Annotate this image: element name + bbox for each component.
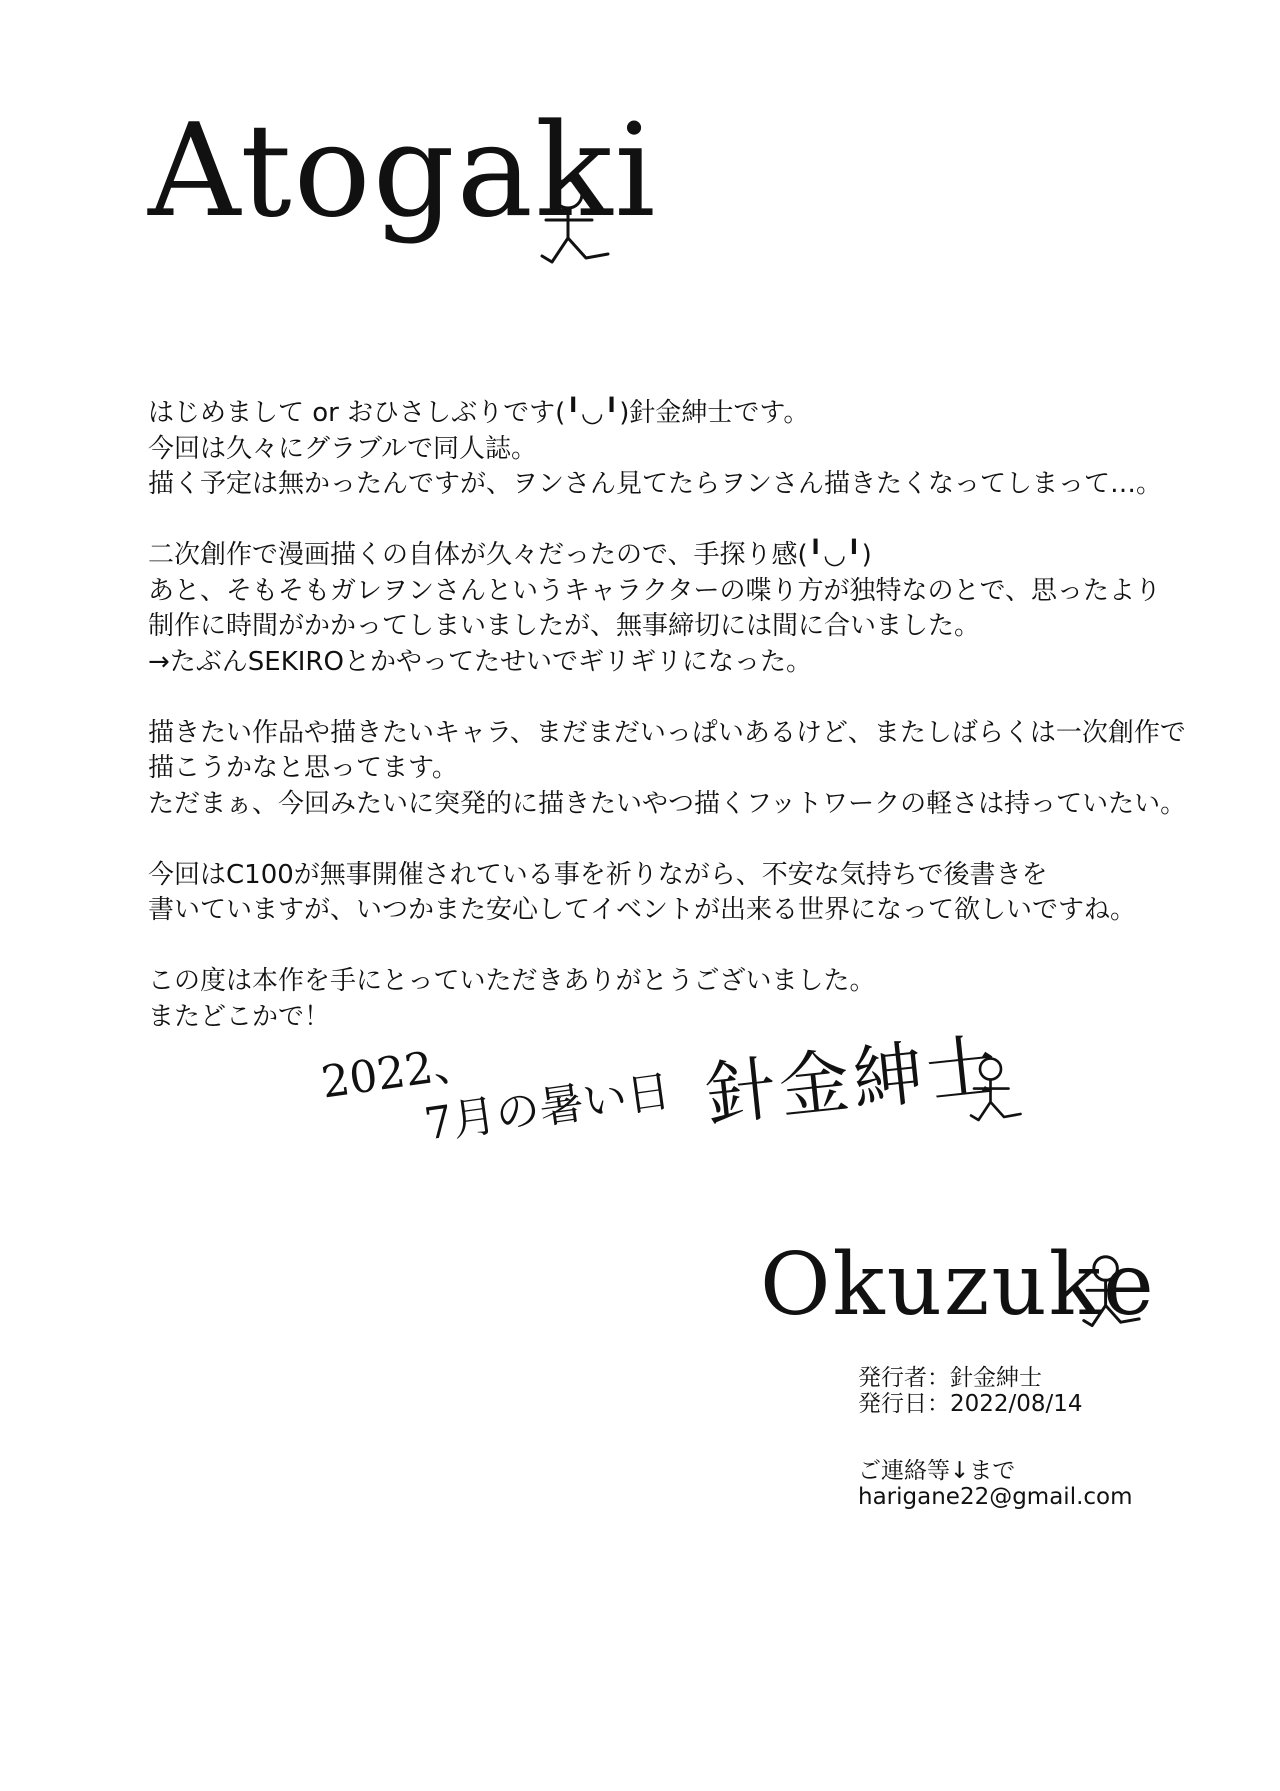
publisher: 発行者：針金紳士 [858,1365,1042,1391]
body-line: 書いていますが、いつかまた安心してイベントが出来る世界になって欲しいですね。 [148,895,1137,925]
paragraph-gap [148,822,1188,858]
contact-label: ご連絡等↓まで [858,1458,1016,1484]
paragraph-gap [148,503,1188,539]
body-line: 二次創作で漫画描くの自体が久々だったので、手探り感(╹◡╹) [148,540,872,570]
okuzuke-title: Okuzuke [760,1235,1156,1335]
paragraph-gap [148,680,1188,716]
contact-info [858,1458,1133,1510]
afterword-body [148,396,1188,1035]
date-line-2: 7月の暑い日 [421,1065,674,1151]
date-line-1: 2022、 [318,1036,480,1109]
stick-figure-icon [538,172,618,272]
issue-date: 発行日：2022/08/14 [858,1391,1083,1417]
colophon [858,1365,1083,1417]
body-line: 制作に時間がかかってしまいましたが、無事締切には間に合いました。 [148,611,981,641]
body-line: 描く予定は無かったんですが、ヲンさん見てたらヲンさん描きたくなってしまって…。 [148,469,1163,499]
handwritten-signature: 針金紳士 [701,1023,1005,1137]
body-line: またどこかで！ [148,1001,331,1032]
body-line: この度は本作を手にとっていただきありがとうございました。 [148,966,876,996]
body-line: 描きたい作品や描きたいキャラ、まだまだいっぱいあるけど、またしばらくは一次創作で [148,717,1186,748]
body-line: 描こうかなと思ってます。 [148,753,458,783]
body-line: あと、そもそもガレヲンさんというキャラクターの喋り方が独特なのとで、思ったより [148,575,1161,606]
contact-email: harigane22@gmail.com [858,1484,1133,1510]
body-line: →たぶんSEKIROとかやってたせいでギリギリになった。 [148,646,812,677]
stick-figure-icon [1080,1250,1148,1334]
body-line: はじめまして or おひさしぶりです(╹◡╹)針金紳士です。 [148,398,810,428]
paragraph-gap [148,929,1188,965]
stick-figure-icon [968,1052,1028,1128]
body-line: ただまぁ、今回みたいに突発的に描きたいやつ描くフットワークの軽さは持っていたい。 [148,788,1187,819]
body-line: 今回はC100が無事開催されている事を祈りながら、不安な気持ちで後書きを [148,859,1048,890]
page-title: Atogaki [148,97,658,246]
body-line: 今回は久々にグラブルで同人誌。 [148,433,537,464]
